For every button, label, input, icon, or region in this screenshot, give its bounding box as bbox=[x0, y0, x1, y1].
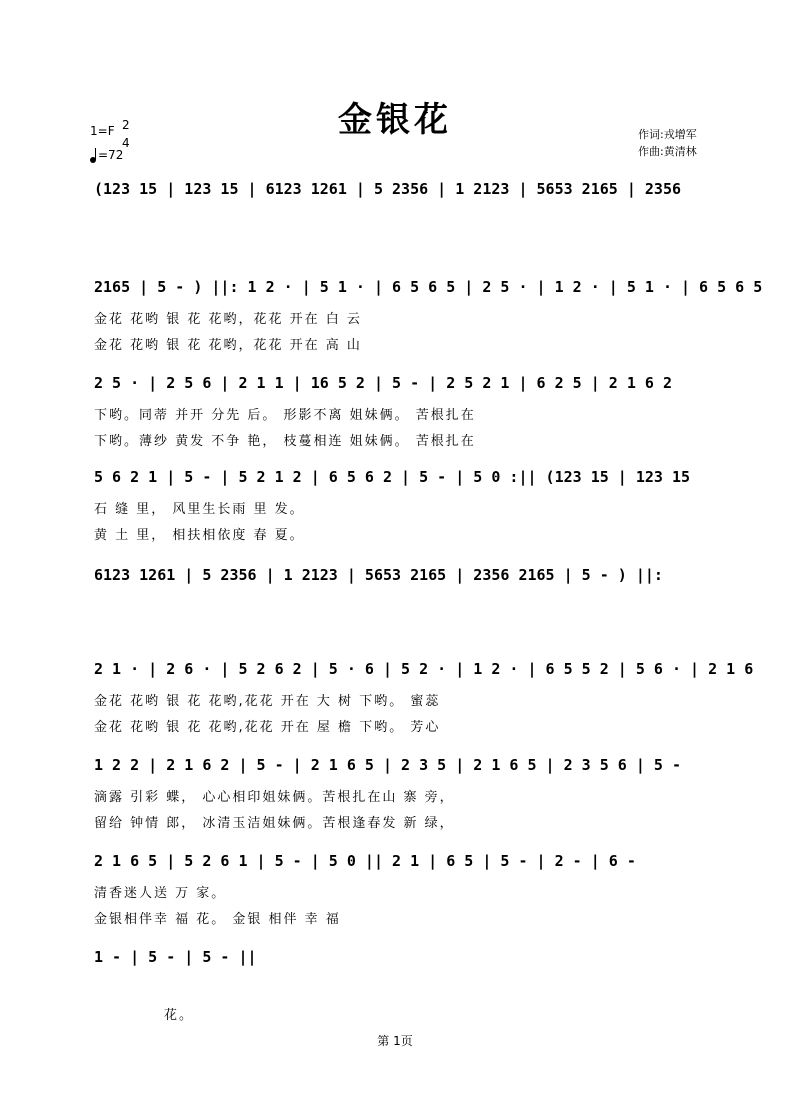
row-1-notes: (123 15 | 123 15 | 6123 1261 | 5 2356 | 1 2123 | 5653 2165 | 2356 bbox=[94, 180, 681, 198]
row-3-lyric-2: 下哟。薄纱 黄发 不争 艳， 枝蔓相连 姐妹俩。 苦根扎在 bbox=[94, 434, 476, 449]
score-row-3 bbox=[94, 374, 744, 392]
row-2-lyric-1: 金花 花哟 银 花 花哟，花花 开在 白 云 bbox=[94, 312, 362, 327]
row-6-lyric-1: 金花 花哟 银 花 花哟,花花 开在 大 树 下哟。 蜜蕊 bbox=[94, 694, 441, 709]
row-7-lyric-2: 留给 钟情 郎， 冰清玉洁姐妹俩。苦根逢春发 新 绿， bbox=[94, 816, 455, 831]
row-9-notes: 1 - | 5 - | 5 - || bbox=[94, 948, 257, 966]
song-title: 金银花 bbox=[338, 100, 452, 140]
time-signature bbox=[122, 116, 130, 152]
score-row-6 bbox=[94, 660, 754, 678]
key-signature: 1=F bbox=[90, 124, 115, 138]
credits bbox=[638, 126, 697, 160]
row-8-lyric-2: 金银相伴幸 福 花。 金银 相伴 幸 福 bbox=[94, 912, 341, 927]
row-4-lyric-1: 石 缝 里， 风里生长雨 里 发。 bbox=[94, 502, 305, 517]
row-4-lyric-2: 黄 土 里， 相扶相依度 春 夏。 bbox=[94, 528, 305, 543]
score-row-4 bbox=[94, 468, 744, 486]
lyricist-credit: 作词:戎增军 bbox=[638, 128, 697, 141]
tempo-marking bbox=[90, 148, 123, 162]
time-signature-top: 2 bbox=[122, 118, 130, 132]
score-row-7 bbox=[94, 756, 744, 774]
row-6-notes: 2 1 · | 2 6 · | 5 2 6 2 | 5 · 6 | 5 2 · | 1 2 · | 6 5 5 2 | 5 6 · | 2 1 6 bbox=[94, 660, 754, 678]
row-2-lyric-2: 金花 花哟 银 花 花哟，花花 开在 高 山 bbox=[94, 338, 362, 353]
score-row-1 bbox=[94, 180, 744, 198]
tempo-value: =72 bbox=[98, 148, 124, 162]
row-2-notes: 2165 | 5 - ) ||: 1 2 · | 5 1 · | 6 5 6 5 | 2 5 · | 1 2 · | 5 1 · | 6 5 6 5 bbox=[94, 278, 763, 296]
composer-credit: 作曲:黄清林 bbox=[638, 145, 697, 158]
quarter-note-icon bbox=[90, 157, 96, 163]
score-row-8 bbox=[94, 852, 744, 870]
row-6-lyric-2: 金花 花哟 银 花 花哟,花花 开在 屋 檐 下哟。 芳心 bbox=[94, 720, 441, 735]
row-5-notes: 6123 1261 | 5 2356 | 1 2123 | 5653 2165 | 2356 2165 | 5 - ) ||: bbox=[94, 566, 663, 584]
score-row-5 bbox=[94, 566, 744, 584]
score-row-9 bbox=[94, 948, 744, 966]
row-8-notes: 2 1 6 5 | 5 2 6 1 | 5 - | 5 0 || 2 1 | 6 5 | 5 - | 2 - | 6 - bbox=[94, 852, 636, 870]
page-number: 第 1页 bbox=[377, 1034, 413, 1048]
row-3-notes: 2 5 · | 2 5 6 | 2 1 1 | 16 5 2 | 5 - | 2 5 2 1 | 6 2 5 | 2 1 6 2 bbox=[94, 374, 672, 392]
row-7-lyric-1: 滴露 引彩 蝶， 心心相印姐妹俩。苦根扎在山 寨 旁， bbox=[94, 790, 455, 805]
row-8-lyric-1: 清香迷人送 万 家。 bbox=[94, 886, 227, 901]
row-9-lyric-1: 花。 bbox=[164, 1008, 195, 1023]
row-3-lyric-1: 下哟。同蒂 并开 分先 后。 形影不离 姐妹俩。 苦根扎在 bbox=[94, 408, 476, 423]
row-7-notes: 1 2 2 | 2 1 6 2 | 5 - | 2 1 6 5 | 2 3 5 | 2 1 6 5 | 2 3 5 6 | 5 - bbox=[94, 756, 681, 774]
time-signature-bottom: 4 bbox=[122, 136, 130, 150]
score-row-2 bbox=[94, 278, 763, 296]
row-4-notes: 5 6 2 1 | 5 - | 5 2 1 2 | 6 5 6 2 | 5 - | 5 0 :|| (123 15 | 123 15 bbox=[94, 468, 691, 486]
